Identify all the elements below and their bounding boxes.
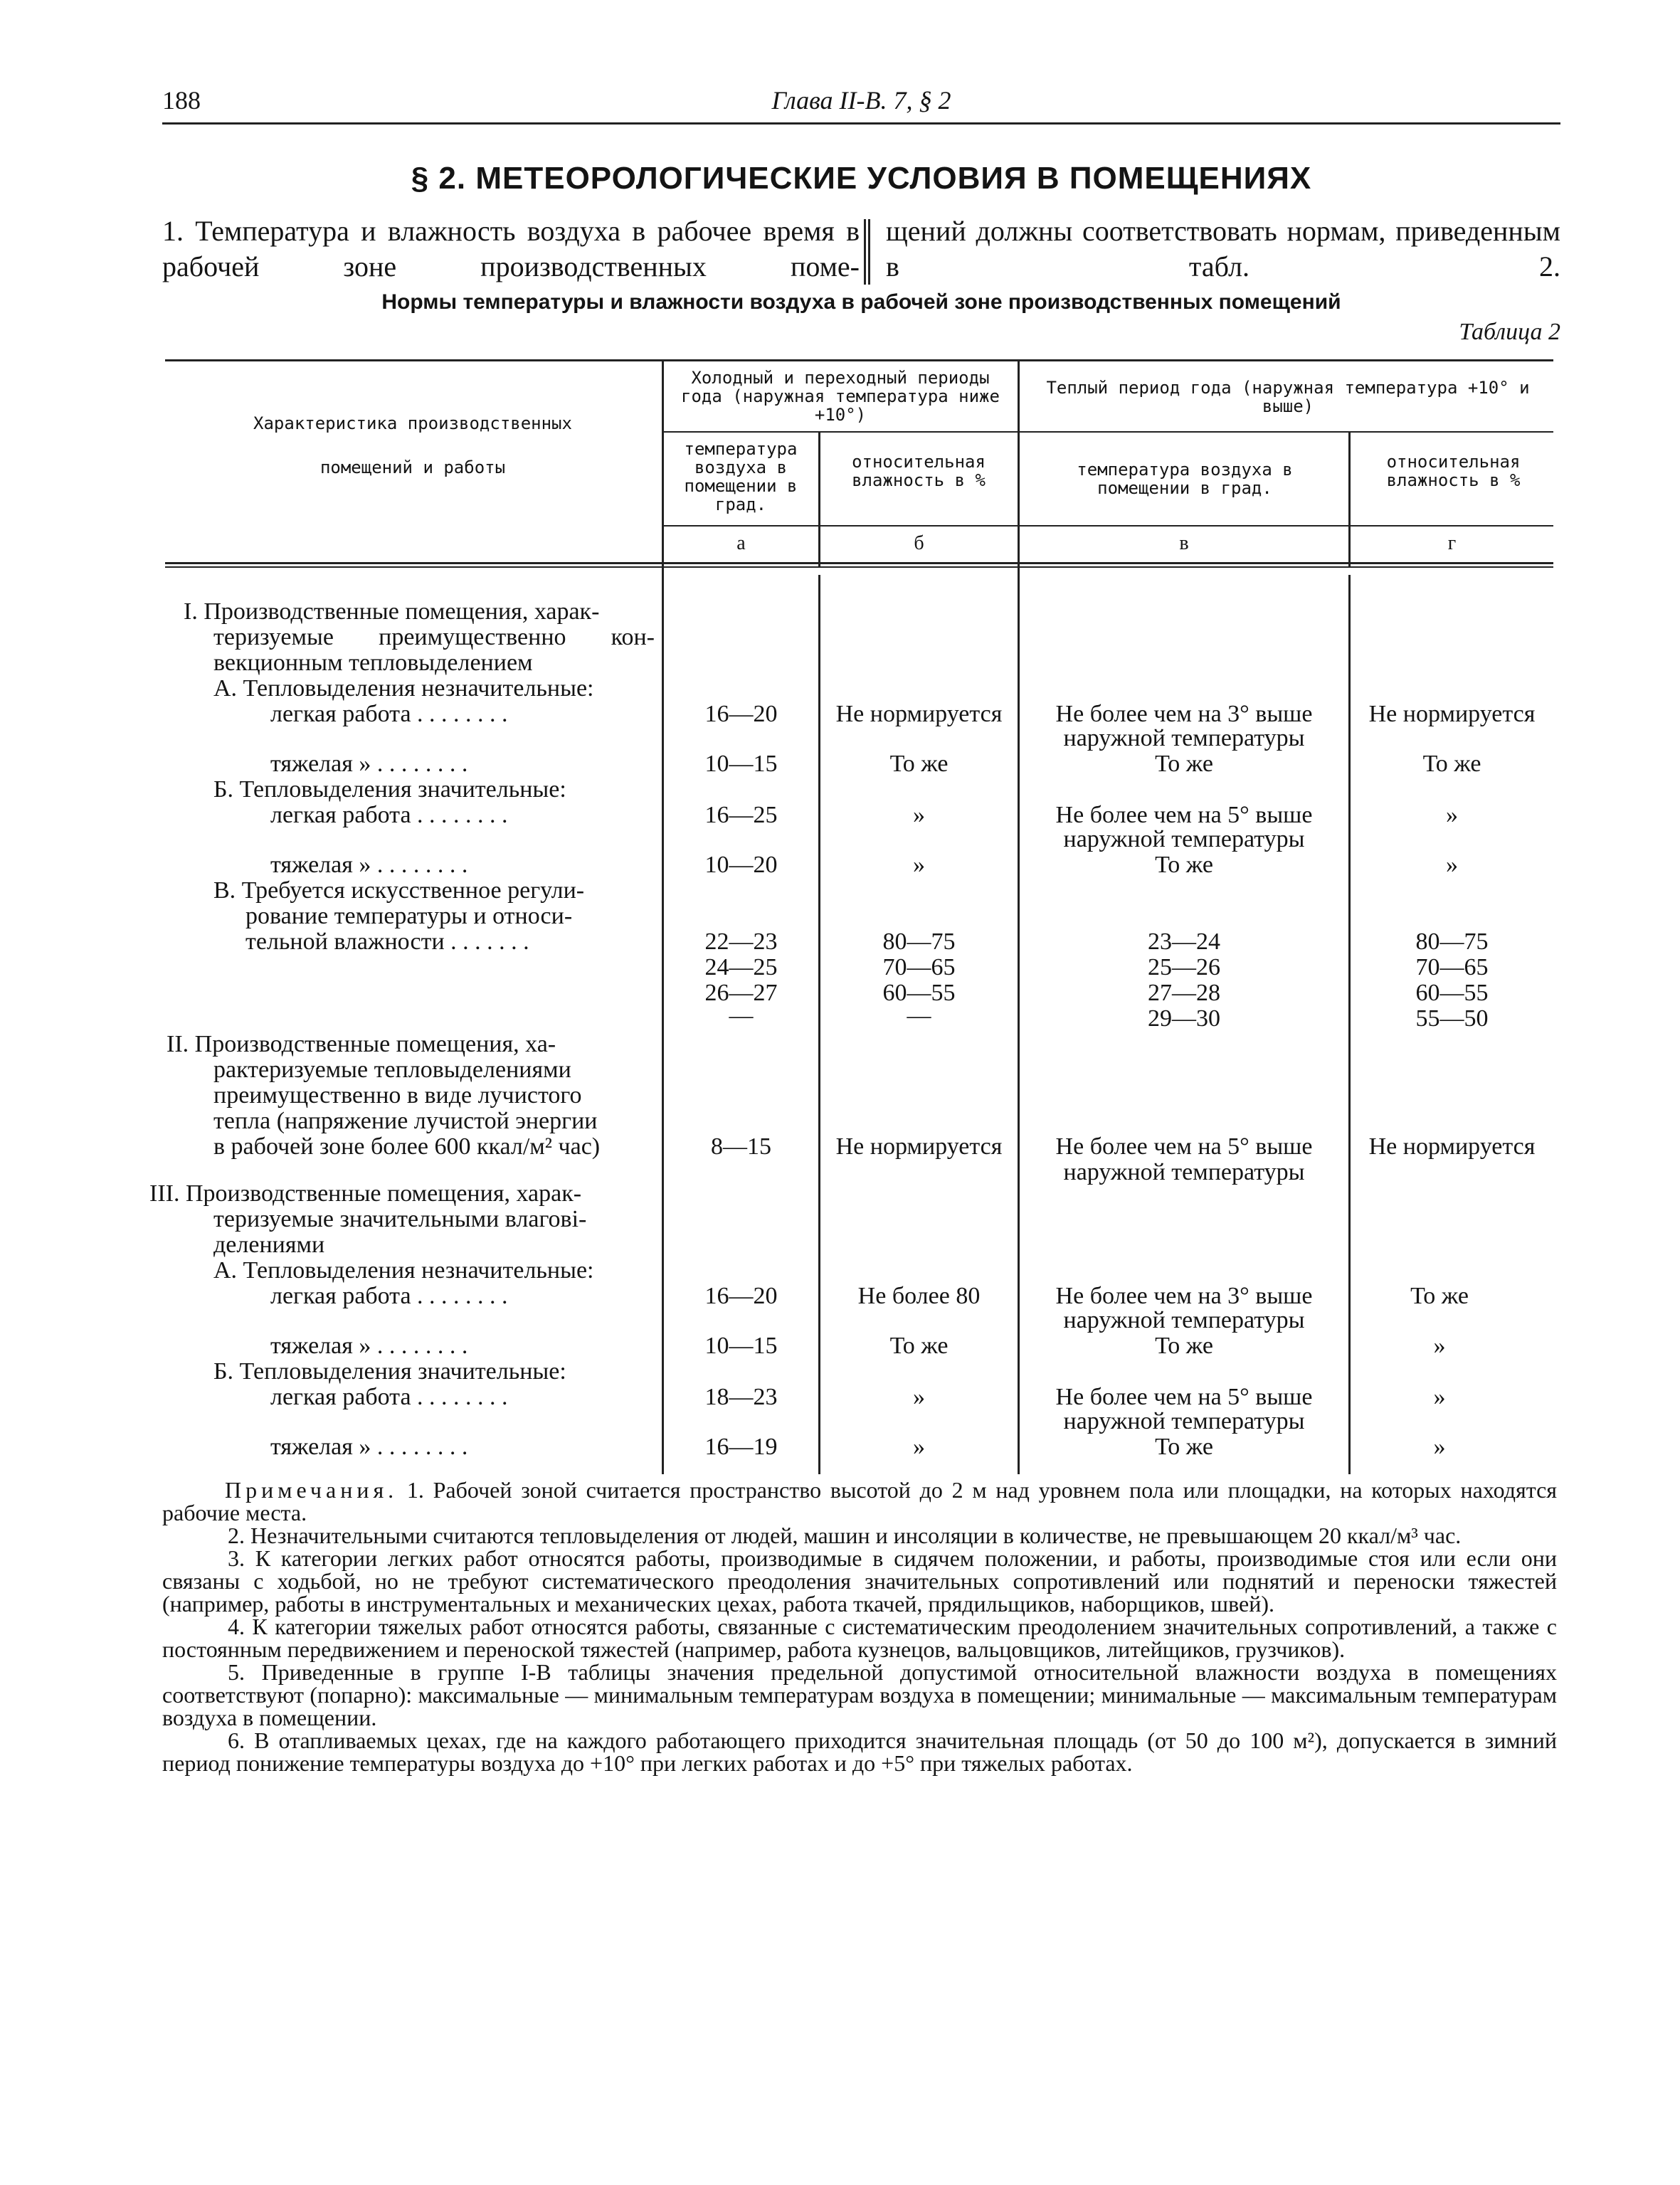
cell-v-ii-a: Не более чем на 5° выше	[1055, 1133, 1313, 1160]
note-4: 4. К категории тяжелых работ относятся работы, связанные с систематическим преодолением значительных сопротивлений, а также с постоянным передвижением и переноской тяжестей (например, работа кузнецов, вальцовщиков, литейщиков, грузчиков).	[162, 1614, 1557, 1662]
cell-v-v-4: 29—30	[1148, 1005, 1220, 1032]
table-label: Таблица 2	[1459, 319, 1560, 345]
cell-v-ii-b: наружной температуры	[1063, 1159, 1305, 1185]
cell-v-1a: Не более чем на 3° выше	[1055, 701, 1313, 727]
cell-g-v-1: 80—75	[1415, 929, 1489, 955]
group-2-line-5: в рабочей зоне более 600 ккал/м² час)	[213, 1133, 601, 1160]
cell-b-2: То же	[889, 751, 949, 777]
cell-b-iii-4: »	[913, 1434, 925, 1460]
cell-b-v-2: 70—65	[882, 954, 956, 980]
cell-g-iii-1: То же	[1410, 1283, 1469, 1309]
cell-b-1: Не нормируется	[835, 701, 1003, 727]
header-characteristic-1: Характеристика производственных	[253, 413, 572, 433]
cell-v-2: То же	[1155, 751, 1213, 777]
header-sub-rule-warm	[1020, 431, 1553, 433]
cell-b-4: »	[913, 852, 925, 878]
group-1-sub-v-3: тельной влажности . . . . . . .	[245, 929, 529, 955]
cell-a-4: 10—20	[704, 852, 778, 878]
cell-a-1: 16—20	[704, 701, 778, 727]
cell-b-iii-3: »	[913, 1384, 925, 1410]
cell-a-iii-2: 10—15	[704, 1333, 778, 1359]
section-title: § 2. МЕТЕОРОЛОГИЧЕСКИЕ УСЛОВИЯ В ПОМЕЩЕНИЯХ	[411, 161, 1312, 196]
cell-v-iii-2: То же	[1155, 1333, 1213, 1359]
table-top-rule	[165, 359, 1553, 361]
row-heavy-2: тяжелая » . . . . . . . .	[270, 852, 468, 878]
page-header	[162, 85, 1560, 122]
group-3-line-3: делениями	[213, 1232, 325, 1258]
row-light-3: легкая работа . . . . . . . .	[270, 1283, 508, 1309]
header-rule	[162, 122, 1560, 125]
running-head: Глава II-В. 7, § 2	[771, 86, 951, 115]
cell-v-3a: Не более чем на 5° выше	[1055, 802, 1313, 828]
cell-g-v-4: 55—50	[1415, 1005, 1489, 1032]
cell-v-v-2: 25—26	[1148, 954, 1220, 980]
row-heavy-3: тяжелая » . . . . . . . .	[270, 1333, 468, 1359]
group-2-line-3: преимущественно в виде лучистого	[213, 1082, 582, 1109]
cell-v-iii-3a: Не более чем на 5° выше	[1055, 1384, 1313, 1410]
cell-g-iii-3: »	[1433, 1384, 1446, 1410]
cell-a-v-2: 24—25	[704, 954, 778, 980]
column-letter-a: а	[736, 532, 746, 554]
cell-g-ii: Не нормируется	[1368, 1133, 1536, 1160]
note-3: 3. К категории легких работ относятся работы, производимые в сидячем положении, и работы, производимые стоя или если они связаны с ходьбой, но не требуют систематического преодоления значительных сопротивлений или поднятий и переноски тяжестей (например, работы в инструментальных и механических цехах, работа ткачей, прядильщиков, наборщиков, швей).	[162, 1545, 1557, 1617]
group-3-line-1: III. Производственные помещения, харак-	[149, 1180, 582, 1207]
cell-a-v-4: —	[729, 1002, 754, 1029]
cell-v-3b: наружной температуры	[1063, 826, 1305, 852]
header-cold-period: Холодный и переходный периоды года (наружная температура ниже +10°)	[681, 368, 1000, 425]
cell-g-v-2: 70—65	[1415, 954, 1489, 980]
group-3-sub-b: Б. Тепловыделения значительные:	[213, 1358, 566, 1385]
header-bottom-rule-2	[165, 566, 1553, 568]
group-1-sub-v-2: рование температуры и относи-	[245, 903, 573, 929]
row-light-2: легкая работа . . . . . . . .	[270, 802, 508, 828]
group-3-sub-a: А. Тепловыделения незначительные:	[213, 1257, 594, 1284]
cell-g-4: »	[1446, 852, 1458, 878]
cell-v-v-3: 27—28	[1148, 980, 1220, 1006]
intro-right-column: щений должны соответствовать нормам, приведенным в табл. 2.	[886, 215, 1560, 282]
group-2-line-4: тепла (напряжение лучистой энергии	[213, 1108, 598, 1134]
column-letter-b: б	[914, 532, 924, 554]
header-characteristic-2: помещений и работы	[319, 457, 506, 477]
cell-g-2: То же	[1422, 751, 1481, 777]
cell-v-iii-1a: Не более чем на 3° выше	[1055, 1283, 1313, 1309]
header-warm-temp: температура воздуха в помещении в град.	[1077, 460, 1293, 498]
header-cold-humidity: относительная влажность в %	[852, 452, 986, 490]
group-1-line-2: теризуемые преимущественно кон-	[213, 624, 655, 650]
cell-a-v-1: 22—23	[704, 929, 778, 955]
cell-v-1b: наружной температуры	[1063, 725, 1305, 751]
row-heavy-4: тяжелая » . . . . . . . .	[270, 1434, 468, 1460]
header-letters-rule	[664, 525, 1553, 527]
group-1-sub-a: А. Тепловыделения незначительные:	[213, 675, 594, 702]
cell-a-ii: 8—15	[711, 1133, 771, 1160]
header-warm-humidity: относительная влажность в %	[1386, 452, 1521, 490]
cell-a-v-3: 26—27	[704, 980, 778, 1006]
cell-v-v-1: 23—24	[1148, 929, 1220, 955]
note-1-text: 1. Рабочей зоной считается пространство высотой до 2 м над уровнем пола или площадки, на которых находятся рабочие места.	[162, 1477, 1558, 1525]
group-3-line-2: теризуемые значительными влагові-	[213, 1206, 587, 1232]
note-6: 6. В отапливаемых цехах, где на каждого работающего приходится значительная площадь (от 50 до 100 м²), допускается в зимний период понижение температуры воздуха до +10° при легких работах и до +5° при тяжелых работах.	[162, 1728, 1557, 1776]
cell-a-iii-4: 16—19	[704, 1434, 778, 1460]
cell-b-v-1: 80—75	[882, 929, 956, 955]
cell-g-iii-4: »	[1433, 1434, 1446, 1460]
page-number: 188	[162, 86, 201, 115]
cell-v-iii-3b: наружной температуры	[1063, 1408, 1305, 1434]
cell-v-iii-4: То же	[1155, 1434, 1213, 1460]
cell-a-iii-3: 18—23	[704, 1384, 778, 1410]
header-bottom-rule	[165, 562, 1553, 564]
cell-b-iii-2: То же	[889, 1333, 949, 1359]
column-divider	[864, 219, 870, 285]
cell-g-v-3: 60—55	[1415, 980, 1489, 1006]
note-2: 2. Незначительными считаются тепловыделения от людей, машин и инсоляции в количестве, не превышающем 20 ккал/м³ час.	[228, 1523, 1462, 1548]
group-1-sub-b: Б. Тепловыделения значительные:	[213, 776, 566, 803]
note-1	[162, 1478, 1557, 1524]
cell-a-3: 16—25	[704, 802, 778, 828]
group-2-line-2: рактеризуемые тепловыделениями	[213, 1057, 571, 1083]
table-title: Нормы температуры и влажности воздуха в рабочей зоне производственных помещений	[381, 290, 1341, 314]
cell-g-1: Не нормируется	[1368, 701, 1536, 727]
group-2-line-1: II. Производственные помещения, ха-	[167, 1031, 556, 1057]
cell-b-iii-1: Не более 80	[857, 1283, 981, 1309]
table-notes	[162, 1478, 1557, 1774]
cell-b-3: »	[913, 802, 925, 828]
cell-v-iii-1b: наружной температуры	[1063, 1307, 1305, 1333]
group-1-line-3: векционным тепловыделением	[213, 650, 533, 676]
row-light-1: легкая работа . . . . . . . .	[270, 701, 508, 727]
column-letter-v: в	[1179, 532, 1189, 554]
cell-g-3: »	[1446, 802, 1458, 828]
notes-label: Примечания.	[225, 1477, 398, 1503]
intro-left-column: 1. Температура и влажность воздуха в рабочее время в рабочей зоне производственных поме-	[162, 215, 860, 282]
cell-v-4: То же	[1155, 852, 1213, 878]
cell-b-ii: Не нормируется	[835, 1133, 1003, 1160]
cell-g-iii-2: »	[1433, 1333, 1446, 1359]
group-1-sub-v-1: В. Требуется искусственное регули-	[213, 877, 585, 904]
header-sub-rule-cold	[664, 431, 1018, 433]
header-warm-period: Теплый период года (наружная температура +10° и выше)	[1046, 378, 1530, 416]
group-1-line-1: I. Производственные помещения, харак-	[184, 598, 600, 625]
cell-a-2: 10—15	[704, 751, 778, 777]
row-light-4: легкая работа . . . . . . . .	[270, 1384, 508, 1410]
row-heavy-1: тяжелая » . . . . . . . .	[270, 751, 468, 777]
note-5: 5. Приведенные в группе I-В таблицы значения предельной допустимой относительной влажности воздуха в помещениях соответствуют (попарно): максимальные — минимальным температурам воздуха в помещении; минимальные — максимальным температурам воздуха в помещении.	[162, 1659, 1557, 1730]
header-cold-temp: температура воздуха в помещении в град.	[684, 439, 798, 514]
cell-a-iii-1: 16—20	[704, 1283, 778, 1309]
column-letter-g: г	[1447, 532, 1457, 554]
cell-b-v-4: —	[907, 1002, 931, 1029]
cell-b-v-3: 60—55	[882, 980, 956, 1006]
